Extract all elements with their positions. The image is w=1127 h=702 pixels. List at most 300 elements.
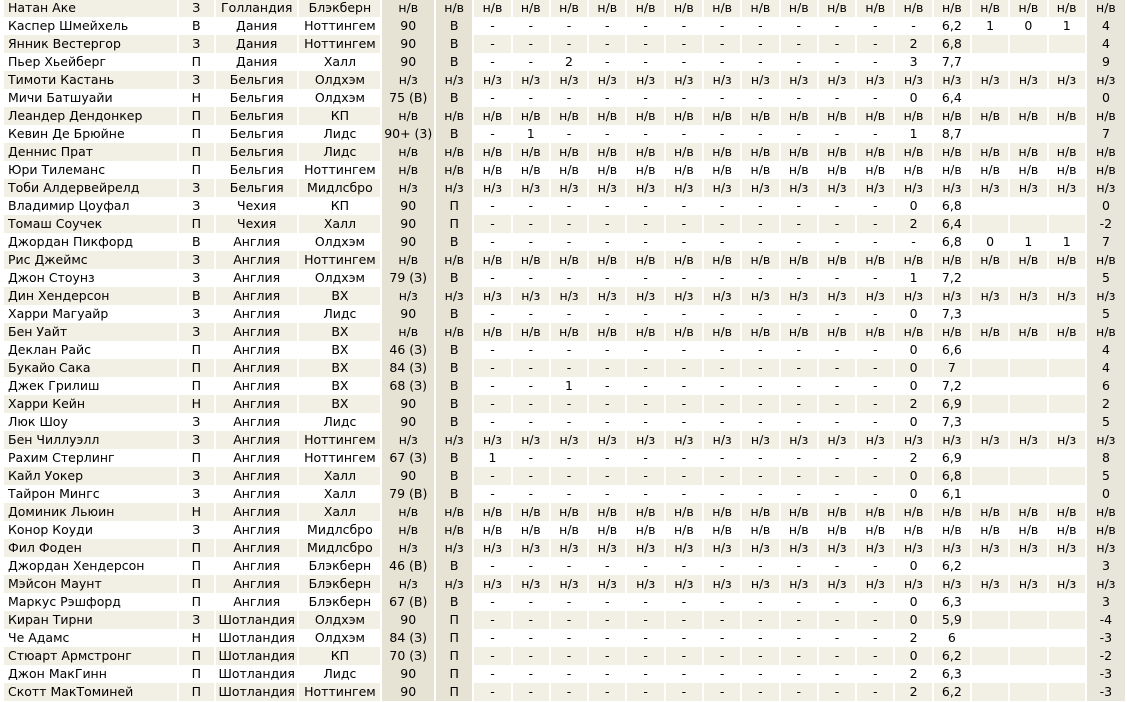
- cell-c5: -: [627, 359, 663, 377]
- cell-c4: -: [589, 35, 625, 53]
- cell-c10: -: [819, 35, 855, 53]
- cell-minutes: н/з: [382, 575, 434, 593]
- cell-c7: -: [704, 665, 740, 683]
- cell-rating: н/в: [934, 503, 970, 521]
- cell-player[interactable]: Рис Джеймс: [4, 251, 177, 269]
- cell-player[interactable]: Джек Грилиш: [4, 377, 177, 395]
- cell-c5: -: [627, 125, 663, 143]
- cell-s1: [972, 53, 1008, 71]
- cell-rating: 8,7: [934, 125, 970, 143]
- cell-total: н/з: [1087, 179, 1125, 197]
- cell-minutes: н/в: [382, 503, 434, 521]
- cell-c7: -: [704, 269, 740, 287]
- cell-c6: -: [666, 683, 702, 701]
- cell-minutes: н/в: [382, 521, 434, 539]
- cell-s3: н/в: [1049, 143, 1085, 161]
- cell-minutes: н/в: [382, 323, 434, 341]
- cell-nation: Чехия: [216, 215, 297, 233]
- cell-c6: н/в: [666, 503, 702, 521]
- cell-player[interactable]: Бен Чиллуэлл: [4, 431, 177, 449]
- cell-total: н/в: [1087, 143, 1125, 161]
- cell-s1: н/з: [972, 539, 1008, 557]
- cell-player[interactable]: Конор Коуди: [4, 521, 177, 539]
- cell-c10: -: [819, 485, 855, 503]
- cell-nation: Шотландия: [216, 611, 297, 629]
- cell-c10: -: [819, 557, 855, 575]
- cell-c12: 1: [895, 269, 931, 287]
- cell-nation: Англия: [216, 269, 297, 287]
- cell-player[interactable]: Томаш Соучек: [4, 215, 177, 233]
- table-row: [4, 305, 1125, 323]
- cell-player[interactable]: Леандер Дендонкер: [4, 107, 177, 125]
- cell-c6: н/в: [666, 161, 702, 179]
- cell-c9: н/в: [781, 143, 817, 161]
- cell-total: 7: [1087, 125, 1125, 143]
- cell-total: 5: [1087, 269, 1125, 287]
- table-row: [4, 53, 1125, 71]
- cell-player[interactable]: Тайрон Мингс: [4, 485, 177, 503]
- cell-s1: н/з: [972, 431, 1008, 449]
- cell-c1: -: [474, 647, 510, 665]
- cell-c10: -: [819, 89, 855, 107]
- cell-c3: -: [551, 485, 587, 503]
- cell-c12: 2: [895, 395, 931, 413]
- cell-s1: н/в: [972, 161, 1008, 179]
- cell-c4: -: [589, 269, 625, 287]
- cell-c12: 0: [895, 305, 931, 323]
- cell-c2: н/в: [513, 503, 549, 521]
- cell-rating: 6,3: [934, 593, 970, 611]
- cell-player[interactable]: Мэйсон Маунт: [4, 575, 177, 593]
- cell-c4: -: [589, 377, 625, 395]
- cell-c10: -: [819, 17, 855, 35]
- cell-c10: -: [819, 215, 855, 233]
- cell-position: П: [179, 647, 214, 665]
- cell-club: Олдхэм: [299, 269, 380, 287]
- cell-c5: н/з: [627, 575, 663, 593]
- cell-c10: -: [819, 665, 855, 683]
- cell-c2: -: [513, 593, 549, 611]
- cell-player[interactable]: Натан Аке: [4, 0, 177, 17]
- cell-rating: н/в: [934, 323, 970, 341]
- cell-player[interactable]: Юри Тилеманс: [4, 161, 177, 179]
- cell-c8: -: [742, 557, 778, 575]
- cell-c9: -: [781, 89, 817, 107]
- cell-c6: -: [666, 377, 702, 395]
- cell-c10: н/з: [819, 179, 855, 197]
- cell-c3: н/в: [551, 107, 587, 125]
- cell-c2: н/з: [513, 575, 549, 593]
- cell-c2: -: [513, 35, 549, 53]
- cell-s2: [1010, 665, 1046, 683]
- cell-c11: -: [857, 53, 893, 71]
- cell-c11: н/з: [857, 71, 893, 89]
- cell-c11: н/в: [857, 107, 893, 125]
- cell-player[interactable]: Кайл Уокер: [4, 467, 177, 485]
- cell-club: Блэкберн: [299, 557, 380, 575]
- cell-c12: 2: [895, 629, 931, 647]
- cell-s3: [1049, 359, 1085, 377]
- cell-s3: [1049, 125, 1085, 143]
- cell-player[interactable]: Скотт МакТоминей: [4, 683, 177, 701]
- table-row: [4, 557, 1125, 575]
- cell-club: Ноттингем: [299, 161, 380, 179]
- cell-c10: -: [819, 377, 855, 395]
- cell-position: П: [179, 107, 214, 125]
- cell-c3: н/в: [551, 251, 587, 269]
- cell-player[interactable]: Джордан Хендерсон: [4, 557, 177, 575]
- cell-c1: н/в: [474, 161, 510, 179]
- cell-player[interactable]: Букайо Сака: [4, 359, 177, 377]
- cell-c4: н/в: [589, 143, 625, 161]
- cell-minutes: 90: [382, 467, 434, 485]
- cell-player[interactable]: Джордан Пикфорд: [4, 233, 177, 251]
- cell-c5: -: [627, 611, 663, 629]
- cell-minutes: 70 (З): [382, 647, 434, 665]
- cell-position: П: [179, 665, 214, 683]
- cell-player[interactable]: Джон Стоунз: [4, 269, 177, 287]
- cell-player[interactable]: Пьер Хьейберг: [4, 53, 177, 71]
- cell-rating: 6,2: [934, 647, 970, 665]
- cell-c10: н/з: [819, 71, 855, 89]
- cell-c12: -: [895, 17, 931, 35]
- cell-c1: н/з: [474, 539, 510, 557]
- cell-result: В: [436, 593, 472, 611]
- cell-s2: [1010, 341, 1046, 359]
- cell-c3: -: [551, 665, 587, 683]
- cell-position: П: [179, 377, 214, 395]
- cell-nation: Дания: [216, 53, 297, 71]
- cell-c6: -: [666, 17, 702, 35]
- cell-c8: -: [742, 197, 778, 215]
- cell-player[interactable]: Деннис Прат: [4, 143, 177, 161]
- cell-total: 0: [1087, 89, 1125, 107]
- cell-nation: Бельгия: [216, 107, 297, 125]
- cell-club: ВХ: [299, 359, 380, 377]
- cell-s1: н/з: [972, 71, 1008, 89]
- cell-nation: Англия: [216, 323, 297, 341]
- cell-club: Халл: [299, 215, 380, 233]
- cell-club: Блэкберн: [299, 0, 380, 17]
- cell-total: 4: [1087, 341, 1125, 359]
- cell-c1: -: [474, 629, 510, 647]
- cell-c1: 1: [474, 449, 510, 467]
- cell-player[interactable]: Че Адамс: [4, 629, 177, 647]
- cell-total: 8: [1087, 449, 1125, 467]
- cell-c8: н/з: [742, 287, 778, 305]
- cell-c3: н/з: [551, 431, 587, 449]
- cell-c5: н/в: [627, 107, 663, 125]
- cell-player[interactable]: Джон МакГинн: [4, 665, 177, 683]
- cell-total: н/з: [1087, 539, 1125, 557]
- cell-player[interactable]: Тимоти Кастань: [4, 71, 177, 89]
- cell-s3: [1049, 35, 1085, 53]
- cell-s2: 1: [1010, 233, 1046, 251]
- cell-minutes: 90: [382, 665, 434, 683]
- cell-player[interactable]: Янник Вестергор: [4, 35, 177, 53]
- cell-c10: н/в: [819, 323, 855, 341]
- cell-s2: н/в: [1010, 107, 1046, 125]
- cell-c7: -: [704, 413, 740, 431]
- cell-rating: 6,3: [934, 665, 970, 683]
- cell-club: Лидс: [299, 143, 380, 161]
- cell-c12: 0: [895, 647, 931, 665]
- cell-s1: 1: [972, 17, 1008, 35]
- cell-position: П: [179, 557, 214, 575]
- cell-rating: 6,9: [934, 395, 970, 413]
- cell-minutes: 90: [382, 413, 434, 431]
- cell-c1: -: [474, 359, 510, 377]
- cell-result: н/з: [436, 539, 472, 557]
- cell-nation: Бельгия: [216, 71, 297, 89]
- cell-c3: -: [551, 359, 587, 377]
- cell-club: Мидлсбро: [299, 539, 380, 557]
- cell-c11: -: [857, 557, 893, 575]
- table-row: [4, 251, 1125, 269]
- cell-player[interactable]: Кевин Де Брюйне: [4, 125, 177, 143]
- cell-c11: -: [857, 611, 893, 629]
- cell-nation: Англия: [216, 431, 297, 449]
- cell-total: 0: [1087, 485, 1125, 503]
- cell-player[interactable]: Люк Шоу: [4, 413, 177, 431]
- cell-total: 5: [1087, 467, 1125, 485]
- cell-nation: Англия: [216, 395, 297, 413]
- cell-position: З: [179, 467, 214, 485]
- cell-player[interactable]: Маркус Рэшфорд: [4, 593, 177, 611]
- cell-club: Ноттингем: [299, 17, 380, 35]
- cell-result: н/з: [436, 179, 472, 197]
- cell-club: Лидс: [299, 125, 380, 143]
- cell-c10: -: [819, 197, 855, 215]
- cell-player[interactable]: Фил Фоден: [4, 539, 177, 557]
- cell-c9: -: [781, 125, 817, 143]
- cell-s2: н/в: [1010, 251, 1046, 269]
- cell-c9: -: [781, 611, 817, 629]
- cell-club: Олдхэм: [299, 89, 380, 107]
- cell-result: П: [436, 665, 472, 683]
- cell-c11: -: [857, 359, 893, 377]
- cell-c9: -: [781, 233, 817, 251]
- cell-s3: [1049, 593, 1085, 611]
- cell-total: 7: [1087, 233, 1125, 251]
- cell-minutes: 90: [382, 215, 434, 233]
- cell-c10: -: [819, 413, 855, 431]
- cell-c11: -: [857, 197, 893, 215]
- cell-s1: [972, 215, 1008, 233]
- cell-player[interactable]: Харри Магуайр: [4, 305, 177, 323]
- cell-position: З: [179, 413, 214, 431]
- cell-c11: -: [857, 233, 893, 251]
- cell-c6: н/в: [666, 143, 702, 161]
- cell-minutes: н/в: [382, 107, 434, 125]
- cell-club: Блэкберн: [299, 575, 380, 593]
- cell-s3: [1049, 53, 1085, 71]
- cell-c11: -: [857, 215, 893, 233]
- cell-c2: н/з: [513, 431, 549, 449]
- cell-nation: Англия: [216, 593, 297, 611]
- cell-c4: -: [589, 197, 625, 215]
- cell-position: Н: [179, 395, 214, 413]
- cell-c5: -: [627, 593, 663, 611]
- cell-c1: -: [474, 467, 510, 485]
- cell-player[interactable]: Тоби Алдервейрелд: [4, 179, 177, 197]
- cell-c5: -: [627, 413, 663, 431]
- cell-c5: н/з: [627, 287, 663, 305]
- cell-c6: н/з: [666, 179, 702, 197]
- cell-c3: 2: [551, 53, 587, 71]
- cell-c10: н/в: [819, 251, 855, 269]
- cell-player[interactable]: Мичи Батшуайи: [4, 89, 177, 107]
- cell-nation: Бельгия: [216, 179, 297, 197]
- cell-c7: -: [704, 305, 740, 323]
- cell-c9: -: [781, 413, 817, 431]
- cell-c3: 1: [551, 377, 587, 395]
- cell-player[interactable]: Харри Кейн: [4, 395, 177, 413]
- cell-s1: [972, 467, 1008, 485]
- cell-c5: н/з: [627, 179, 663, 197]
- cell-position: З: [179, 179, 214, 197]
- cell-c4: -: [589, 53, 625, 71]
- table-row: [4, 413, 1125, 431]
- cell-c2: н/в: [513, 107, 549, 125]
- cell-result: В: [436, 17, 472, 35]
- cell-s2: [1010, 449, 1046, 467]
- cell-c10: н/в: [819, 161, 855, 179]
- cell-c11: -: [857, 467, 893, 485]
- cell-nation: Англия: [216, 305, 297, 323]
- cell-nation: Англия: [216, 539, 297, 557]
- cell-position: З: [179, 197, 214, 215]
- cell-c6: -: [666, 467, 702, 485]
- cell-nation: Англия: [216, 359, 297, 377]
- cell-c9: н/з: [781, 71, 817, 89]
- cell-c9: н/в: [781, 0, 817, 17]
- cell-c4: н/в: [589, 503, 625, 521]
- cell-c5: н/в: [627, 161, 663, 179]
- cell-s2: [1010, 197, 1046, 215]
- cell-nation: Англия: [216, 467, 297, 485]
- cell-c10: -: [819, 629, 855, 647]
- cell-c3: н/з: [551, 575, 587, 593]
- cell-s1: [972, 593, 1008, 611]
- cell-c10: -: [819, 341, 855, 359]
- cell-result: П: [436, 629, 472, 647]
- cell-c9: н/в: [781, 251, 817, 269]
- cell-c7: -: [704, 359, 740, 377]
- cell-c12: н/в: [895, 0, 931, 17]
- cell-c3: -: [551, 647, 587, 665]
- cell-player[interactable]: Владимир Цоуфал: [4, 197, 177, 215]
- cell-c6: -: [666, 413, 702, 431]
- cell-player[interactable]: Дин Хендерсон: [4, 287, 177, 305]
- cell-s3: [1049, 197, 1085, 215]
- cell-total: 4: [1087, 359, 1125, 377]
- cell-s2: [1010, 413, 1046, 431]
- cell-c3: н/з: [551, 287, 587, 305]
- cell-c3: -: [551, 467, 587, 485]
- cell-player[interactable]: Доминик Льюин: [4, 503, 177, 521]
- cell-c10: н/в: [819, 521, 855, 539]
- cell-c11: н/з: [857, 287, 893, 305]
- cell-c4: -: [589, 395, 625, 413]
- cell-c1: -: [474, 35, 510, 53]
- cell-player[interactable]: Стюарт Армстронг: [4, 647, 177, 665]
- cell-c11: -: [857, 485, 893, 503]
- cell-total: н/з: [1087, 71, 1125, 89]
- cell-c7: н/в: [704, 503, 740, 521]
- cell-s1: [972, 449, 1008, 467]
- cell-c2: н/в: [513, 521, 549, 539]
- cell-s1: [972, 377, 1008, 395]
- cell-c1: н/в: [474, 323, 510, 341]
- cell-c3: -: [551, 305, 587, 323]
- cell-c8: -: [742, 269, 778, 287]
- cell-c9: -: [781, 647, 817, 665]
- cell-c8: -: [742, 413, 778, 431]
- cell-c4: -: [589, 125, 625, 143]
- cell-c12: н/з: [895, 71, 931, 89]
- cell-c1: н/з: [474, 431, 510, 449]
- cell-minutes: 79 (З): [382, 269, 434, 287]
- cell-rating: 6,2: [934, 17, 970, 35]
- cell-c12: н/з: [895, 575, 931, 593]
- cell-c5: н/з: [627, 431, 663, 449]
- cell-s3: 1: [1049, 17, 1085, 35]
- cell-c3: -: [551, 413, 587, 431]
- cell-c8: -: [742, 17, 778, 35]
- cell-c5: н/з: [627, 71, 663, 89]
- cell-rating: 6,1: [934, 485, 970, 503]
- cell-s2: [1010, 305, 1046, 323]
- cell-club: Олдхэм: [299, 233, 380, 251]
- cell-c4: -: [589, 593, 625, 611]
- cell-result: н/в: [436, 161, 472, 179]
- cell-player[interactable]: Каспер Шмейхель: [4, 17, 177, 35]
- table-row: [4, 143, 1125, 161]
- cell-player[interactable]: Бен Уайт: [4, 323, 177, 341]
- cell-c6: -: [666, 557, 702, 575]
- cell-rating: 6,2: [934, 683, 970, 701]
- cell-club: Ноттингем: [299, 431, 380, 449]
- cell-s3: [1049, 89, 1085, 107]
- cell-c12: 0: [895, 557, 931, 575]
- cell-total: 3: [1087, 593, 1125, 611]
- cell-c6: -: [666, 611, 702, 629]
- cell-player[interactable]: Киран Тирни: [4, 611, 177, 629]
- cell-c7: н/з: [704, 575, 740, 593]
- table-row: [4, 503, 1125, 521]
- cell-c3: -: [551, 233, 587, 251]
- cell-s3: [1049, 647, 1085, 665]
- cell-c7: -: [704, 233, 740, 251]
- cell-rating: 6,9: [934, 449, 970, 467]
- cell-player[interactable]: Рахим Стерлинг: [4, 449, 177, 467]
- cell-c2: н/в: [513, 143, 549, 161]
- cell-c4: н/з: [589, 179, 625, 197]
- cell-s3: [1049, 557, 1085, 575]
- cell-s1: н/з: [972, 575, 1008, 593]
- cell-player[interactable]: Деклан Райс: [4, 341, 177, 359]
- cell-c1: -: [474, 197, 510, 215]
- cell-c8: н/з: [742, 431, 778, 449]
- cell-total: н/з: [1087, 287, 1125, 305]
- cell-nation: Голландия: [216, 0, 297, 17]
- cell-total: н/в: [1087, 107, 1125, 125]
- cell-c1: -: [474, 341, 510, 359]
- cell-c5: -: [627, 305, 663, 323]
- cell-c11: н/в: [857, 0, 893, 17]
- cell-c4: н/з: [589, 575, 625, 593]
